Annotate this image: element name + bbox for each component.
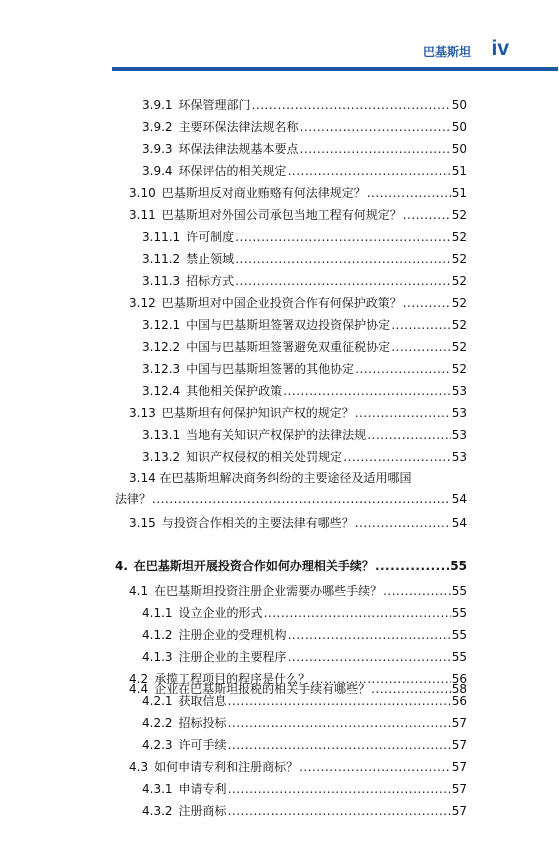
toc-title: 中国与巴基斯坦签署的其他协定 — [186, 362, 355, 376]
toc-title: 招标方式 — [186, 274, 235, 288]
toc-page: 53 — [451, 450, 467, 464]
toc-page: 53 — [451, 406, 467, 420]
toc-title: 中国与巴基斯坦签署避免双重征税协定 — [186, 340, 391, 354]
toc-entry-3-12-1[interactable] — [142, 314, 467, 336]
toc-page: 57 — [451, 782, 467, 796]
toc-entry-4-1[interactable] — [129, 580, 467, 602]
toc-page: 55 — [451, 606, 467, 620]
toc-title: 注册企业的受理机构 — [178, 628, 287, 642]
toc-page: 52 — [451, 340, 467, 354]
toc-number: 4.2.3 — [142, 738, 173, 752]
toc-number: 4.2.2 — [142, 716, 173, 730]
dot-leader — [343, 446, 451, 468]
toc-number: 3.11.3 — [142, 274, 181, 288]
toc-entry-3-12-4[interactable] — [142, 380, 467, 402]
toc-page: 51 — [451, 186, 467, 200]
toc-number: 4. — [115, 559, 128, 573]
toc-entry-3-10[interactable] — [129, 182, 467, 204]
toc-page: 56 — [451, 672, 467, 686]
toc-entry-3-12-2[interactable] — [142, 336, 467, 358]
header-page-number: iv — [491, 37, 509, 60]
header-country-name: 巴基斯坦 — [422, 45, 471, 59]
dot-leader — [367, 424, 451, 446]
dot-leader — [375, 555, 449, 577]
dot-leader — [367, 182, 451, 204]
toc-title: 禁止领域 — [186, 252, 235, 266]
dot-leader — [228, 800, 451, 822]
dot-leader — [383, 580, 451, 602]
toc-entry-4-3[interactable] — [129, 756, 467, 778]
toc-number: 4.2 — [129, 672, 149, 686]
toc-title-line2: 法律？ — [115, 492, 152, 506]
toc-entry-4-4-fallback — [129, 822, 467, 844]
toc-page: 58 — [451, 682, 467, 696]
toc-page: 57 — [451, 738, 467, 752]
toc-number: 3.9.1 — [142, 98, 173, 112]
toc-page: 52 — [451, 230, 467, 244]
toc-page: 56 — [451, 694, 467, 708]
dot-leader — [228, 712, 451, 734]
header-rule — [112, 67, 558, 71]
toc-title: 设立企业的形式 — [178, 606, 263, 620]
toc-page: 57 — [451, 716, 467, 730]
dot-leader — [288, 624, 451, 646]
toc-number: 3.12 — [129, 296, 156, 310]
dot-leader — [235, 248, 451, 270]
toc-title: 中国与巴基斯坦签署双边投资保护协定 — [186, 318, 391, 332]
toc-title: 注册商标 — [178, 804, 227, 818]
dot-leader — [228, 734, 451, 756]
dot-leader — [300, 116, 451, 138]
toc-entry-3-11[interactable] — [129, 204, 467, 226]
toc-page: 52 — [451, 362, 467, 376]
toc-number: 3.10 — [129, 186, 156, 200]
toc-title: 如何申请专利和注册商标？ — [154, 760, 299, 774]
toc-page: 53 — [451, 384, 467, 398]
toc-title: 巴基斯坦反对商业贿赂有何法律规定？ — [161, 186, 366, 200]
toc-title: 环保评估的相关规定 — [178, 164, 287, 178]
toc-title: 知识产权侵权的相关处罚规定 — [186, 450, 343, 464]
toc-title: 主要环保法律法规名称 — [178, 120, 299, 134]
toc-title: 许可制度 — [186, 230, 235, 244]
toc-page: 51 — [451, 164, 467, 178]
dot-leader — [300, 138, 451, 160]
toc-number: 3.11.1 — [142, 230, 181, 244]
toc-page: 57 — [451, 804, 467, 818]
toc-title: 巴基斯坦对中国企业投资合作有何保护政策？ — [161, 296, 402, 310]
toc-number: 3.9.3 — [142, 142, 173, 156]
toc-number: 3.13.2 — [142, 450, 181, 464]
toc-title: 其他相关保护政策 — [186, 384, 283, 398]
toc-entry-3-11-1[interactable] — [142, 226, 467, 248]
toc-number: 4.3.1 — [142, 782, 173, 796]
toc-page: 52 — [451, 208, 467, 222]
toc-page: 52 — [451, 296, 467, 310]
toc-title: 承揽工程项目的程序是什么？ — [154, 672, 311, 686]
dot-leader — [228, 778, 451, 800]
toc-title: 与投资合作相关的主要法律有哪些？ — [161, 516, 354, 530]
toc-number: 3.12.4 — [142, 384, 181, 398]
toc-entry-3-13-1[interactable] — [142, 424, 467, 446]
toc-page: 50 — [451, 98, 467, 112]
toc-page: 52 — [451, 318, 467, 332]
toc-title: 企业在巴基斯坦报税的相关手续有哪些？ — [154, 682, 371, 696]
toc-title-line1: 在巴基斯坦解决商务纠纷的主要途径及适用哪国 — [159, 471, 412, 485]
toc-page: 55 — [451, 628, 467, 642]
dot-leader — [264, 602, 451, 624]
toc-page: 55 — [451, 584, 467, 598]
dot-leader — [288, 646, 451, 668]
toc-page: 52 — [451, 274, 467, 288]
toc-number: 4.1.1 — [142, 606, 173, 620]
dot-leader — [235, 270, 451, 292]
toc-number: 4.1.3 — [142, 650, 173, 664]
toc-number: 3.12.1 — [142, 318, 181, 332]
dot-leader — [391, 314, 451, 336]
toc-entry-4-3-1[interactable] — [142, 778, 467, 800]
dot-leader — [235, 226, 451, 248]
dot-leader — [288, 160, 451, 182]
dot-leader — [403, 292, 451, 314]
dot-leader — [355, 402, 451, 424]
toc-number: 4.1 — [129, 584, 149, 598]
toc-title: 注册企业的主要程序 — [178, 650, 287, 664]
toc-page: 52 — [451, 252, 467, 266]
toc-page: 54 — [451, 492, 467, 506]
toc-title: 环保管理部门 — [178, 98, 251, 112]
toc-entry-3-9-1[interactable] — [142, 94, 467, 116]
toc-number: 3.9.2 — [142, 120, 173, 134]
toc-entry-3-9-3[interactable] — [142, 138, 467, 160]
dot-leader — [252, 94, 451, 116]
toc-title: 招标投标 — [178, 716, 227, 730]
toc-title: 在巴基斯坦开展投资合作如何办理相关手续？ — [133, 559, 374, 573]
toc-entry-3-13-2[interactable] — [142, 446, 467, 468]
toc-number: 3.12.2 — [142, 340, 181, 354]
toc-number: 4.2.1 — [142, 694, 173, 708]
toc-number: 3.14 — [129, 471, 156, 485]
dot-leader — [355, 512, 451, 534]
dot-leader — [152, 489, 451, 510]
toc-entry-4-4[interactable] — [129, 678, 467, 700]
toc-number: 3.15 — [129, 516, 156, 530]
toc-entry-3-11-2[interactable] — [142, 248, 467, 270]
dot-leader — [283, 380, 451, 402]
toc-title: 在巴基斯坦投资注册企业需要办哪些手续？ — [154, 584, 383, 598]
toc-number: 4.4 — [129, 682, 149, 696]
toc-entry-4-1-1[interactable] — [142, 602, 467, 624]
toc-entry-3-12-3[interactable] — [142, 358, 467, 380]
dot-leader — [371, 678, 451, 700]
toc-title: 当地有关知识产权保护的法律法规 — [186, 428, 367, 442]
toc-entry-4-1-3[interactable] — [142, 646, 467, 668]
toc-entry-4[interactable] — [115, 555, 467, 577]
toc-number: 3.12.3 — [142, 362, 181, 376]
toc-page: 55 — [451, 650, 467, 664]
toc-number: 3.13.1 — [142, 428, 181, 442]
toc-number: 3.13 — [129, 406, 156, 420]
toc-title: 巴基斯坦对外国公司承包当地工程有何规定？ — [161, 208, 402, 222]
dot-leader — [391, 336, 451, 358]
toc-number: 3.11.2 — [142, 252, 181, 266]
toc-title: 环保法律法规基本要点 — [178, 142, 299, 156]
toc-entry-3-9-2[interactable] — [142, 116, 467, 138]
toc-entry-3-13[interactable] — [129, 402, 467, 424]
toc-entry-4-3-2[interactable] — [142, 800, 467, 822]
toc-number: 3.11 — [129, 208, 156, 222]
toc-number: 3.9.4 — [142, 164, 173, 178]
dot-leader — [299, 756, 451, 778]
toc-page: 53 — [451, 428, 467, 442]
toc-page: 50 — [451, 120, 467, 134]
toc-title: 巴基斯坦有何保护知识产权的规定？ — [161, 406, 354, 420]
toc-page: 54 — [451, 516, 467, 530]
toc-number: 4.3 — [129, 760, 149, 774]
toc-title: 获取信息 — [178, 694, 227, 708]
toc-page: 55 — [450, 559, 467, 573]
dot-leader — [355, 358, 451, 380]
toc-page: 57 — [451, 760, 467, 774]
toc-number: 4.1.2 — [142, 628, 173, 642]
toc-page: 50 — [451, 142, 467, 156]
toc-title: 许可手续 — [178, 738, 227, 752]
dot-leader — [403, 204, 451, 226]
toc-entry-3-11-3[interactable] — [142, 270, 467, 292]
page-header — [0, 0, 559, 72]
toc-entry-3-12[interactable] — [129, 292, 467, 314]
toc-title: 申请专利 — [178, 782, 227, 796]
toc-entry-3-15[interactable] — [129, 512, 467, 534]
toc-entry-4-2-2[interactable] — [142, 712, 467, 734]
toc-entry-3-14[interactable] — [115, 468, 467, 510]
toc-entry-3-9-4[interactable] — [142, 160, 467, 182]
toc-number: 4.3.2 — [142, 804, 173, 818]
toc-entry-4-1-2[interactable] — [142, 624, 467, 646]
toc-entry-4-2-3[interactable] — [142, 734, 467, 756]
